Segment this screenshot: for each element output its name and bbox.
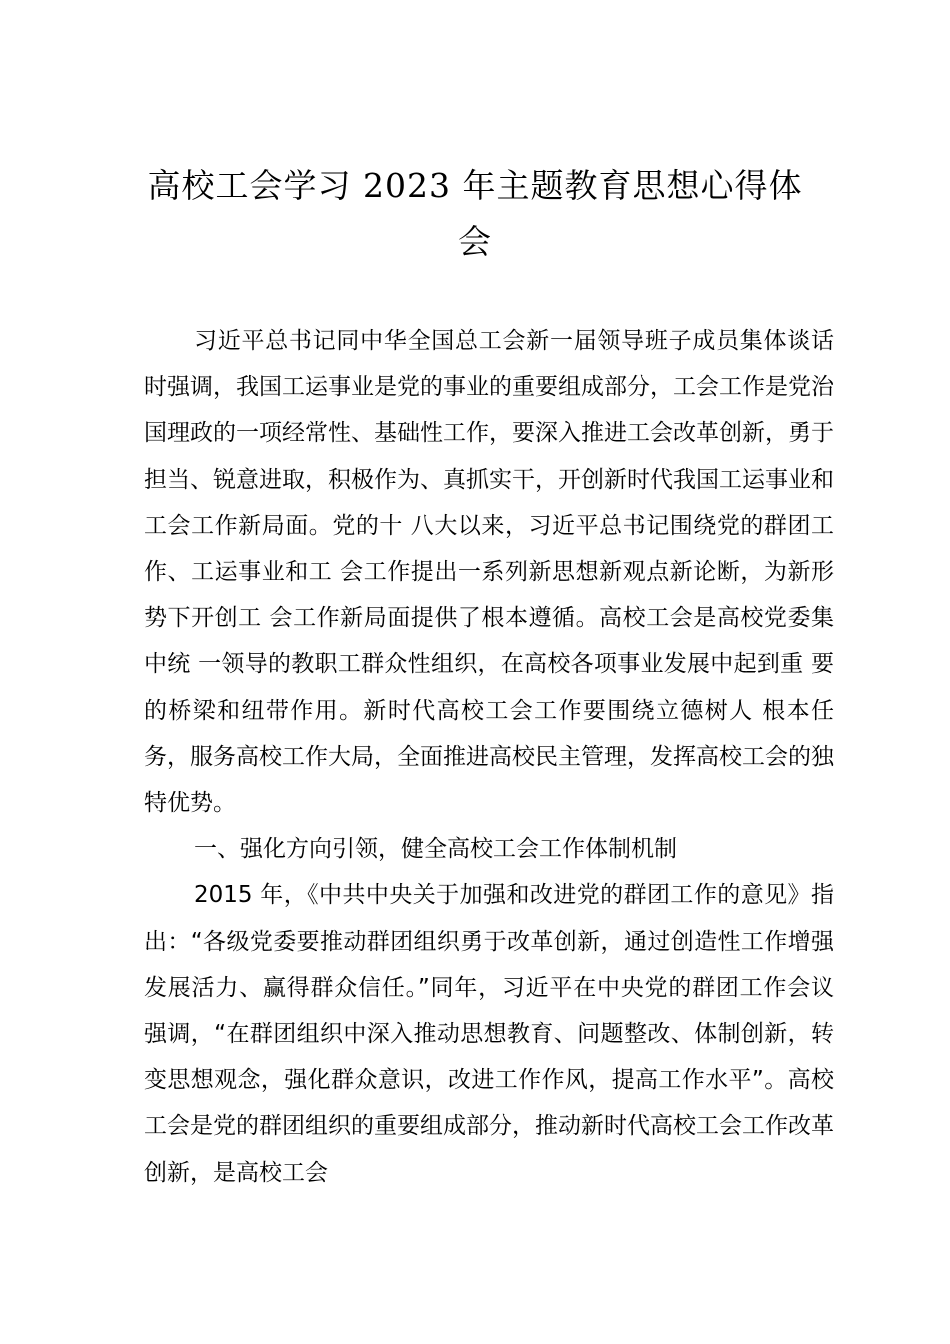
document-title: 高校工会学习 2023 年主题教育思想心得体会 xyxy=(147,166,803,261)
paragraph-intro: 习近平总书记同中华全国总工会新一届领导班子成员集体谈话时强调，我国工运事业是党的事业的重要组成部分，工会工作是党治国理政的一项经常性、基础性工作，要深入推进工会改革创新，勇于担当、锐意进取，积极作为、真抓实干，开创新时代我国工运事业和工会工作新局面。党的十 八大以来，习近平总书记围绕党的群团工作、工运事业和工 会工作提出一系列新思想新观点新论断，为新形势下开创工 会工作新局面提供了根本遵循。高校工会是高校党委集中统 一领导的教职工群众性组织，在高校各项事业发展中起到重 要的桥梁和纽带作用。新时代高校工会工作要围绕立德树人 根本任务，服务高校工作大局，全面推进高校民主管理，发挥高校工会的独特优势。 xyxy=(144,328,834,817)
section-heading-1: 一、强化方向引领，健全高校工会工作体制机制 xyxy=(194,836,677,863)
document-body xyxy=(144,318,834,1196)
paragraph-section-1: 2015 年，《中共中央关于加强和改进党的群团工作的意见》指出：“各级党委要推动群团组织勇于改革创新，通过创造性工作增强发展活力、赢得群众信任。”同年，习近平在中央党的群团工作会议强调，“在群团组织中深入推动思想教育、问题整改、体制创新，转变思想观念，强化群众意识，改进工作作风，提高工作水平”。高校工会是党的群团组织的重要组成部分，推动新时代高校工会工作改革创新，是高校工会 xyxy=(144,882,834,1186)
